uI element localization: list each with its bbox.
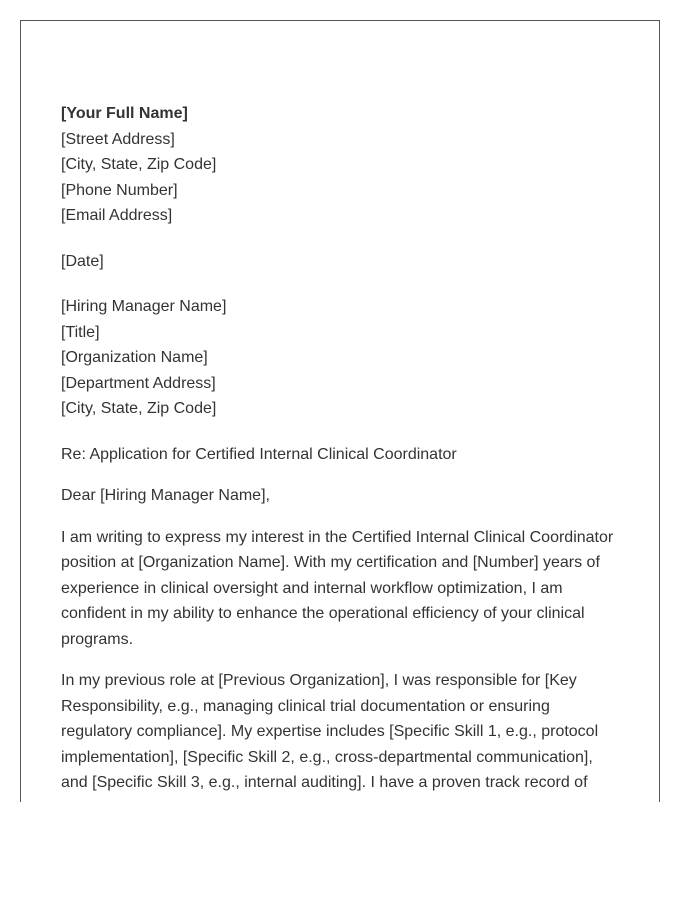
letter-content [61, 101, 631, 802]
paragraph-line: position at [Organization Name]. With my certification and [Number] years of [61, 554, 600, 571]
sender-address-block [61, 101, 631, 229]
recipient-title: [Title] [61, 323, 100, 341]
salutation-text: Dear [Hiring Manager Name], [61, 487, 270, 504]
recipient-department-address: [Department Address] [61, 374, 216, 392]
letter-date [61, 249, 631, 275]
subject-text: Re: Application for Certified Internal Clinical Coordinator [61, 445, 457, 463]
paragraph-line: programs. [61, 630, 134, 648]
paragraph-line: In my previous role at [Previous Organization], I was responsible for [Key [61, 672, 577, 689]
salutation [61, 483, 631, 509]
recipient-city-state-zip: [City, State, Zip Code] [61, 400, 217, 417]
sender-email: [Email Address] [61, 207, 173, 224]
body-paragraph-1 [61, 525, 631, 653]
body-paragraph-2 [61, 668, 631, 796]
paragraph-line: implementation], [Specific Skill 2, e.g., cross-departmental communication], [61, 748, 593, 766]
sender-city-state-zip: [City, State, Zip Code] [61, 156, 217, 173]
sender-name: [Your Full Name] [61, 105, 188, 122]
recipient-address-block [61, 294, 631, 422]
paragraph-line: regulatory compliance]. My expertise includes [Specific Skill 1, e.g., protocol [61, 723, 599, 740]
sender-street: [Street Address] [61, 130, 175, 148]
paragraph-line: I am writing to express my interest in the Certified Internal Clinical Coordinator [61, 528, 614, 546]
recipient-organization: [Organization Name] [61, 349, 208, 366]
paragraph-line: and [Specific Skill 3, e.g., internal auditing]. I have a proven track record of [61, 774, 588, 791]
date-text: [Date] [61, 252, 104, 270]
letter-page [20, 20, 660, 802]
subject-line [61, 442, 631, 468]
paragraph-line: Responsibility, e.g., managing clinical trial documentation or ensuring [61, 697, 550, 715]
recipient-manager-name: [Hiring Manager Name] [61, 298, 227, 315]
sender-phone: [Phone Number] [61, 181, 178, 199]
paragraph-line: experience in clinical oversight and internal workflow optimization, I am [61, 579, 563, 597]
paragraph-line: confident in my ability to enhance the operational efficiency of your clinical [61, 605, 585, 622]
